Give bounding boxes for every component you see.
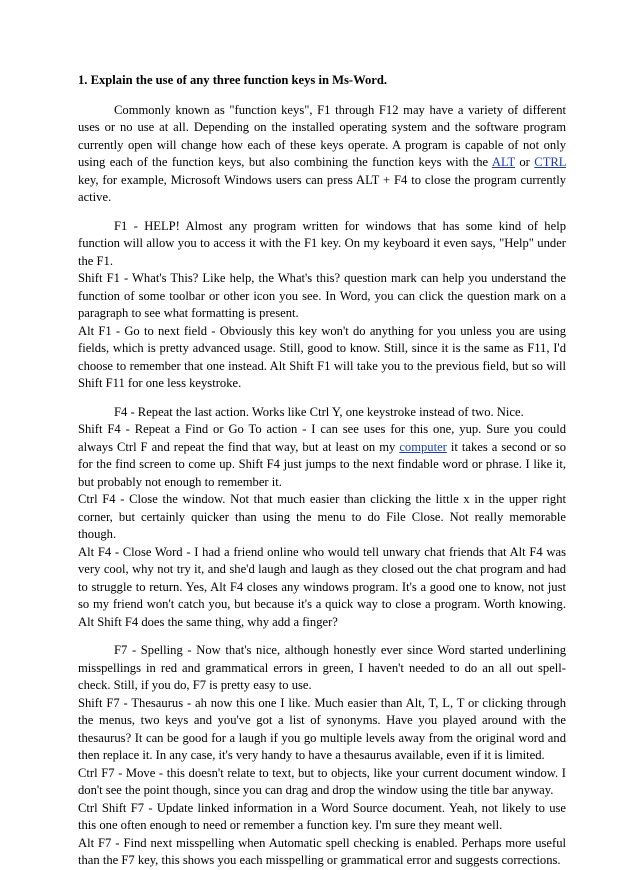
- alt-f4-paragraph: Alt F4 - Close Word - I had a friend online who would tell unwary chat friends that Alt F4 was very cool, why not try it, and she'd laugh and laugh as they closed out the chat program and had to struggle to return. Yes, Alt F4 closes any windows program. It's a good one to know, not just so my friend won't catch you, but because it's a quick way to close a program. Worth knowing. Alt Shift F4 does the same thing, why add a finger?: [78, 544, 566, 629]
- ctrl-f7-paragraph: Ctrl F7 - Move - this doesn't relate to text, but to objects, like your current document window. I don't see the point though, since you can drag and drop the window using the title bar anyway.: [78, 765, 566, 797]
- shift-f1-paragraph: Shift F1 - What's This? Like help, the What's this? question mark can help you understand the function of some toolbar or other icon you see. In Word, you can click the question mark on a paragraph to see what formatting is present.: [78, 271, 566, 320]
- f7-section: [78, 642, 566, 870]
- shift-f4-text-end: it takes a second or so for the find screen to come up. Shift F4 just jumps to the next findable word or phrase. I like it, but probably not enough to remember it.: [78, 439, 566, 489]
- shift-f4-paragraph: [78, 421, 566, 491]
- computer-link[interactable]: computer: [399, 439, 447, 454]
- ctrl-shift-f7-paragraph: Ctrl Shift F7 - Update linked information in a Word Source document. Yeah, not likely to use this one often enough to need or remember a function key. I'm sure they meant well.: [78, 800, 566, 832]
- intro-text-end: key, for example, Microsoft Windows users can press ALT + F4 to close the program currently active.: [78, 172, 566, 204]
- f1-paragraph: F1 - HELP! Almost any program written for windows that has some kind of help function will allow you to access it with the F1 key. On my keyboard it even says, "Help" under the F1.: [78, 218, 566, 268]
- alt-link[interactable]: ALT: [491, 155, 515, 169]
- ctrl-link[interactable]: CTRL: [534, 155, 567, 169]
- shift-f7-paragraph: Shift F7 - Thesaurus - ah now this one I like. Much easier than Alt, T, L, T or clicking through the menus, two keys and you've got a list of synonyms. Have you played around with the thesaurus? It can be good for a laugh if you go multiple levels away from the original word and then replace it. In any case, it's very handy to have a thesaurus available, even if it is limited.: [78, 695, 566, 762]
- f4-paragraph: F4 - Repeat the last action. Works like Ctrl Y, one keystroke instead of two. Nice.: [114, 404, 524, 419]
- shift-f4-text-start: Shift F4 - Repeat a Find or Go To action - I can see uses for this one, yup. Sure you could always Ctrl F and repeat the find that way, but at least on my: [78, 422, 566, 454]
- intro-paragraph: [78, 102, 566, 207]
- f7-paragraph: F7 - Spelling - Now that's nice, although honestly ever since Word started underlining misspellings in red and grammatical errors in green, I haven't needed to do an all out spell-check. Still, if you do, F7 is pretty easy to use.: [78, 643, 566, 692]
- f4-section: [78, 404, 566, 632]
- alt-f1-paragraph: Alt F1 - Go to next field - Obviously this key won't do anything for you unless you are using fields, which is pretty advanced usage. Still, good to know. Still, since it is the same as F11, I'd choose to remember that one instead. Alt Shift F1 will take you to the previous field, but so will Shift F11 for one less keystroke.: [78, 323, 566, 390]
- intro-text-or: or: [514, 155, 535, 169]
- alt-f7-paragraph: Alt F7 - Find next misspelling when Automatic spell checking is enabled. Perhaps more useful than the F7 key, this shows you each misspelling or grammatical error and suggests corrections.: [78, 835, 566, 867]
- question-heading: 1. Explain the use of any three function keys in Ms-Word.: [78, 73, 388, 87]
- ctrl-f4-paragraph: Ctrl F4 - Close the window. Not that much easier than clicking the little x in the upper right corner, but certainly quicker than using the menu to do File Close. Not really memorable though.: [78, 492, 566, 541]
- intro-text-start: Commonly known as "function keys", F1 through F12 may have a variety of different uses or no use at all. Depending on the installed operating system and the software program currently open will change how each of these keys operate. A program is capable of not only using each of the function keys, but also combining the function keys with the: [78, 102, 566, 169]
- document-page: [78, 72, 566, 870]
- f1-section: [78, 218, 566, 393]
